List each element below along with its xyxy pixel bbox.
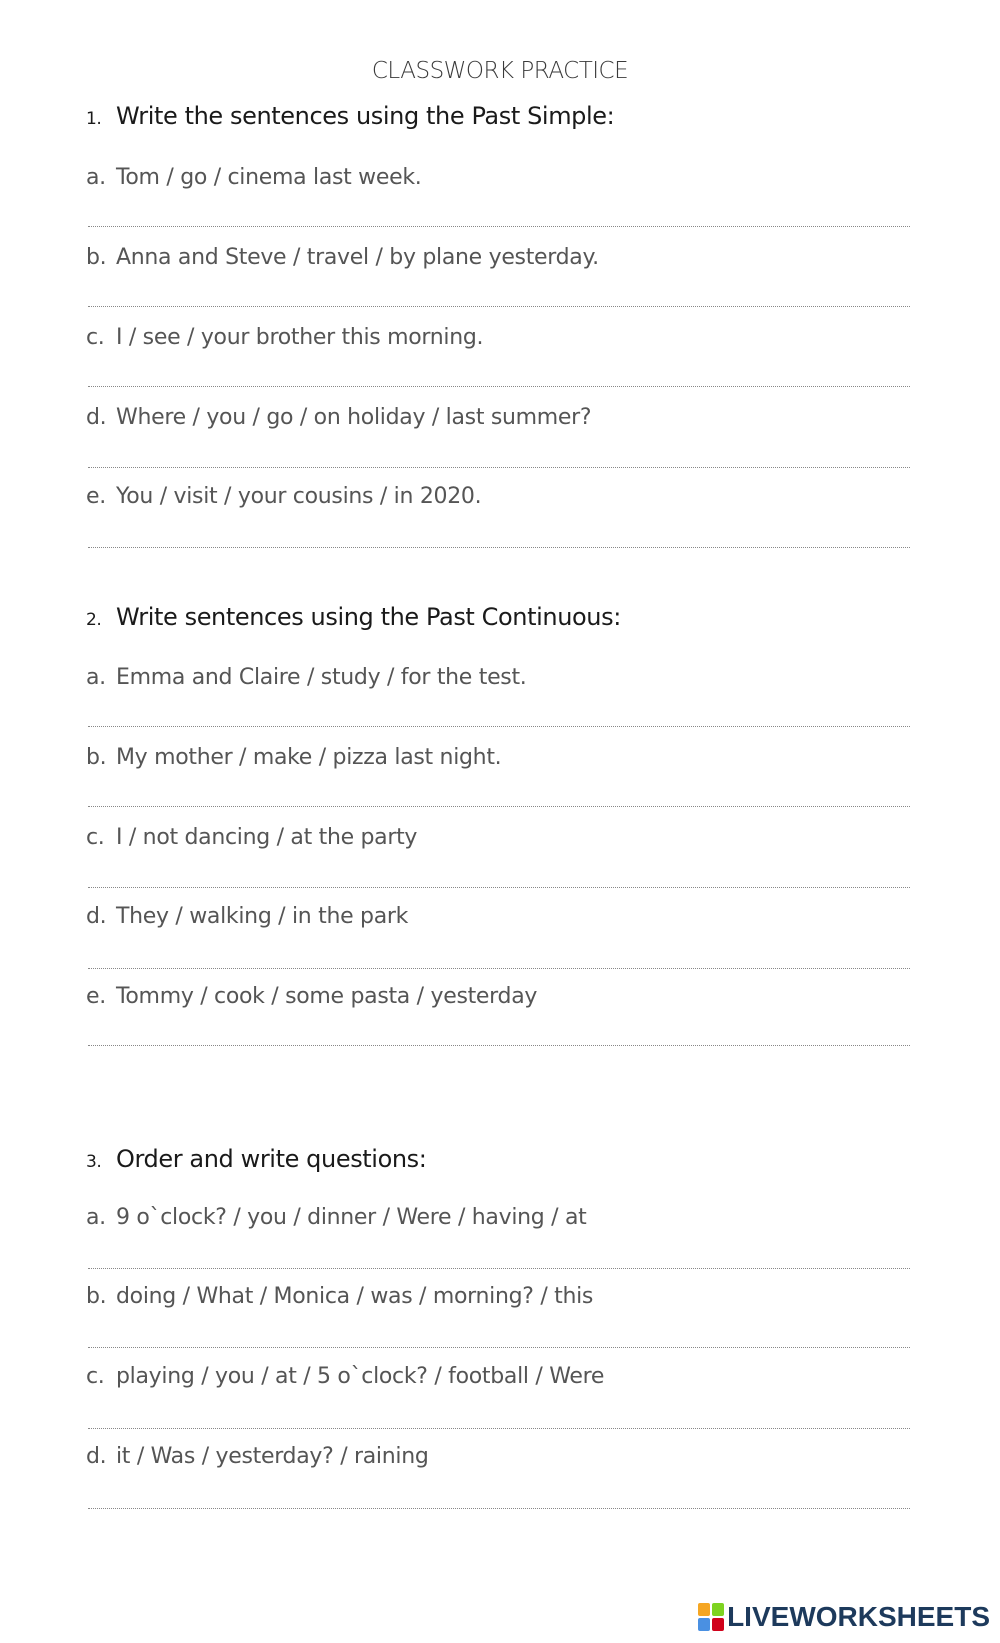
exercise-item <box>86 1205 586 1230</box>
item-text: 9 o`clock? / you / dinner / Were / having / at <box>116 1205 587 1230</box>
section-heading-text: Write the sentences using the Past Simple: <box>116 102 615 130</box>
logo-block <box>698 1618 710 1631</box>
item-text: Where / you / go / on holiday / last summer? <box>116 405 592 430</box>
item-letter: b. <box>86 745 107 770</box>
exercise-item <box>86 405 591 430</box>
answer-line[interactable] <box>88 306 910 307</box>
section-number: 3. <box>86 1152 102 1172</box>
logo-block <box>698 1603 710 1616</box>
exercise-item <box>86 665 526 690</box>
section-1-heading <box>86 102 614 130</box>
section-heading-text: Order and write questions: <box>116 1145 427 1173</box>
exercise-item <box>86 904 408 929</box>
item-letter: c. <box>86 825 105 850</box>
item-letter: c. <box>86 1364 105 1389</box>
exercise-item <box>86 1364 604 1389</box>
exercise-item <box>86 325 483 350</box>
exercise-item <box>86 984 537 1009</box>
logo-blocks-icon <box>698 1603 724 1631</box>
item-text: it / Was / yesterday? / raining <box>116 1444 429 1469</box>
item-text: doing / What / Monica / was / morning? / this <box>116 1284 594 1309</box>
item-letter: a. <box>86 665 106 690</box>
item-letter: e. <box>86 484 106 509</box>
item-text: I / not dancing / at the party <box>116 825 418 850</box>
item-letter: d. <box>86 1444 107 1469</box>
exercise-item <box>86 825 417 850</box>
item-letter: c. <box>86 325 105 350</box>
answer-line[interactable] <box>88 1428 910 1429</box>
answer-line[interactable] <box>88 1045 910 1046</box>
logo-text: LIVEWORKSHEETS <box>727 1601 990 1632</box>
answer-line[interactable] <box>88 887 910 888</box>
item-letter: d. <box>86 904 107 929</box>
item-letter: e. <box>86 984 106 1009</box>
section-number: 2. <box>86 610 102 630</box>
item-letter: a. <box>86 1205 106 1230</box>
answer-line[interactable] <box>88 1347 910 1348</box>
item-text: Anna and Steve / travel / by plane yesterday. <box>116 245 599 270</box>
item-text: You / visit / your cousins / in 2020. <box>116 484 482 509</box>
item-text: playing / you / at / 5 o`clock? / football / Were <box>116 1364 605 1389</box>
answer-line[interactable] <box>88 226 910 227</box>
page-title: CLASSWORK PRACTICE <box>371 58 629 84</box>
answer-line[interactable] <box>88 547 910 548</box>
item-letter: b. <box>86 245 107 270</box>
section-number: 1. <box>86 109 102 129</box>
exercise-item <box>86 165 421 190</box>
exercise-item <box>86 1284 593 1309</box>
item-letter: a. <box>86 165 106 190</box>
logo-block <box>712 1603 724 1616</box>
answer-line[interactable] <box>88 467 910 468</box>
item-letter: d. <box>86 405 107 430</box>
item-text: Tom / go / cinema last week. <box>116 165 422 190</box>
item-text: I / see / your brother this morning. <box>116 325 484 350</box>
item-text: Emma and Claire / study / for the test. <box>116 665 527 690</box>
exercise-item <box>86 484 481 509</box>
section-heading-text: Write sentences using the Past Continuous: <box>116 603 621 631</box>
section-3-heading <box>86 1145 426 1173</box>
answer-line[interactable] <box>88 726 910 727</box>
exercise-item <box>86 245 599 270</box>
liveworksheets-logo[interactable] <box>698 1599 990 1635</box>
answer-line[interactable] <box>88 806 910 807</box>
item-text: Tommy / cook / some pasta / yesterday <box>116 984 538 1009</box>
item-letter: b. <box>86 1284 107 1309</box>
section-2-heading <box>86 603 621 631</box>
exercise-item <box>86 1444 429 1469</box>
item-text: They / walking / in the park <box>116 904 409 929</box>
exercise-item <box>86 745 501 770</box>
answer-line[interactable] <box>88 968 910 969</box>
answer-line[interactable] <box>88 1508 910 1509</box>
item-text: My mother / make / pizza last night. <box>116 745 502 770</box>
answer-line[interactable] <box>88 1268 910 1269</box>
answer-line[interactable] <box>88 386 910 387</box>
logo-block <box>712 1618 724 1631</box>
